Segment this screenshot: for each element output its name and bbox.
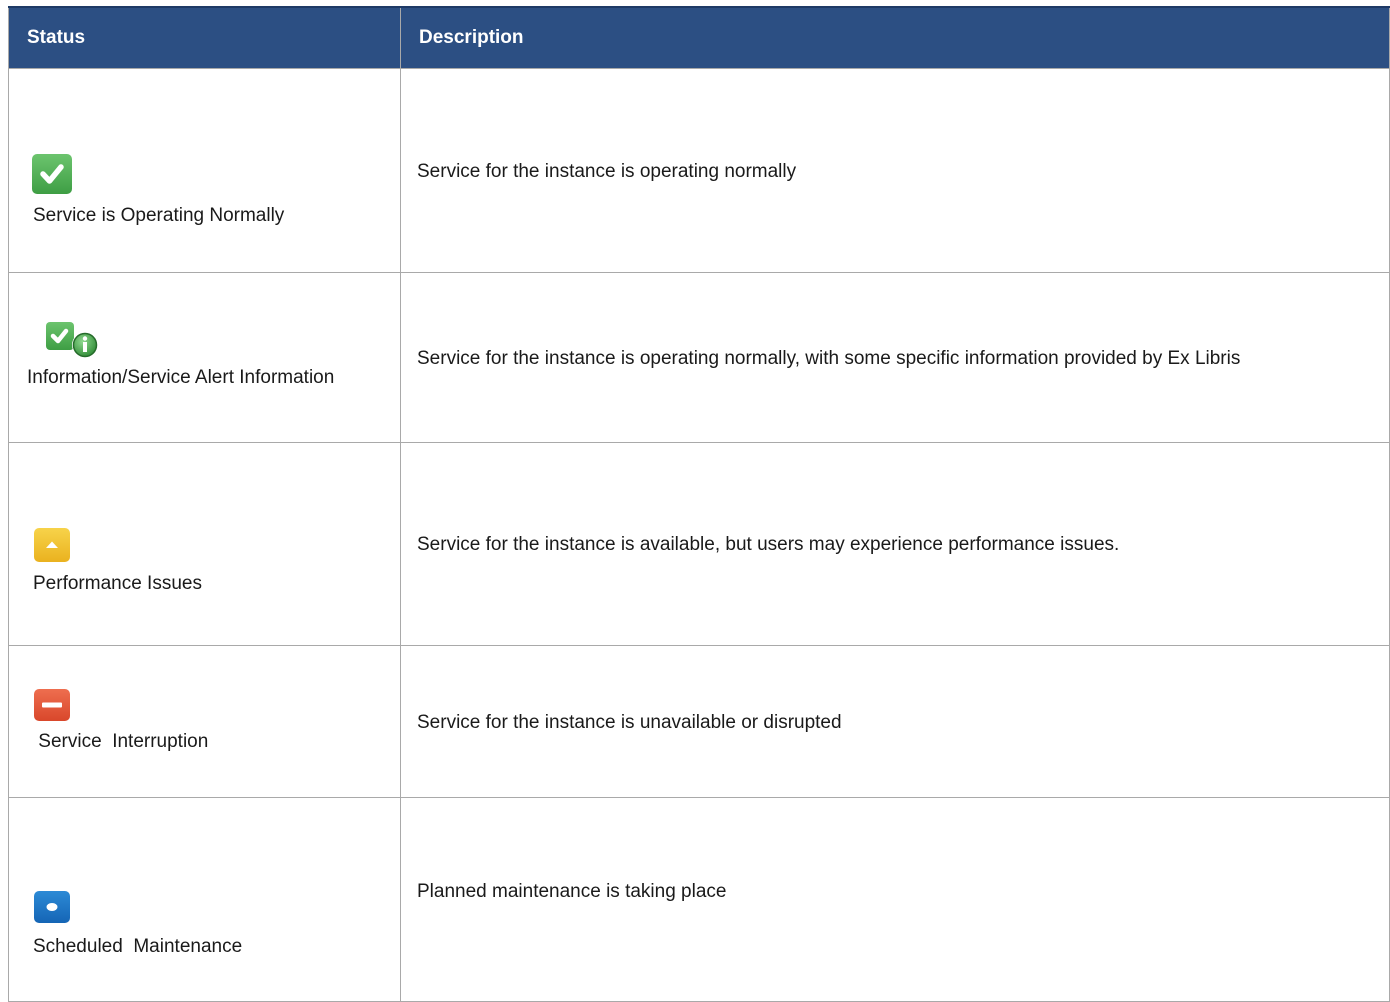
table-row	[9, 646, 1390, 798]
table-row	[9, 798, 1390, 1002]
red-minus-icon	[33, 688, 400, 728]
yellow-warning-icon	[33, 527, 400, 569]
status-column-header: Status	[9, 7, 401, 69]
description-text: Service for the instance is operating normally	[417, 160, 797, 182]
description-text: Planned maintenance is taking place	[417, 880, 727, 902]
table-row	[9, 443, 1390, 646]
status-label: Service is Operating Normally	[33, 205, 285, 226]
status-cell	[9, 443, 401, 646]
status-cell	[9, 798, 401, 1002]
status-cell	[9, 646, 401, 798]
description-cell	[401, 69, 1390, 273]
description-column-header: Description	[401, 7, 1390, 69]
table-header-row	[9, 7, 1390, 69]
description-text: Service for the instance is operating normally, with some specific information provided by Ex Libris	[417, 347, 1241, 369]
status-label: Service Interruption	[33, 731, 209, 752]
status-label: Information/Service Alert Information	[27, 367, 335, 388]
description-cell	[401, 798, 1390, 1002]
description-text: Service for the instance is available, but users may experience performance issues.	[417, 534, 1120, 555]
status-cell	[9, 273, 401, 443]
description-cell	[401, 273, 1390, 443]
status-label: Performance Issues	[33, 573, 202, 594]
blue-dot-icon	[33, 890, 400, 930]
status-label: Scheduled Maintenance	[33, 936, 243, 957]
description-cell	[401, 443, 1390, 646]
status-cell	[9, 69, 401, 273]
status-legend-table	[8, 6, 1390, 1002]
description-cell	[401, 646, 1390, 798]
green-check-info-icon	[45, 321, 400, 367]
table-row	[9, 273, 1390, 443]
table-row	[9, 69, 1390, 273]
green-check-icon	[31, 153, 400, 201]
status-legend-table-container	[8, 6, 1389, 1002]
description-text: Service for the instance is unavailable or disrupted	[417, 711, 842, 733]
